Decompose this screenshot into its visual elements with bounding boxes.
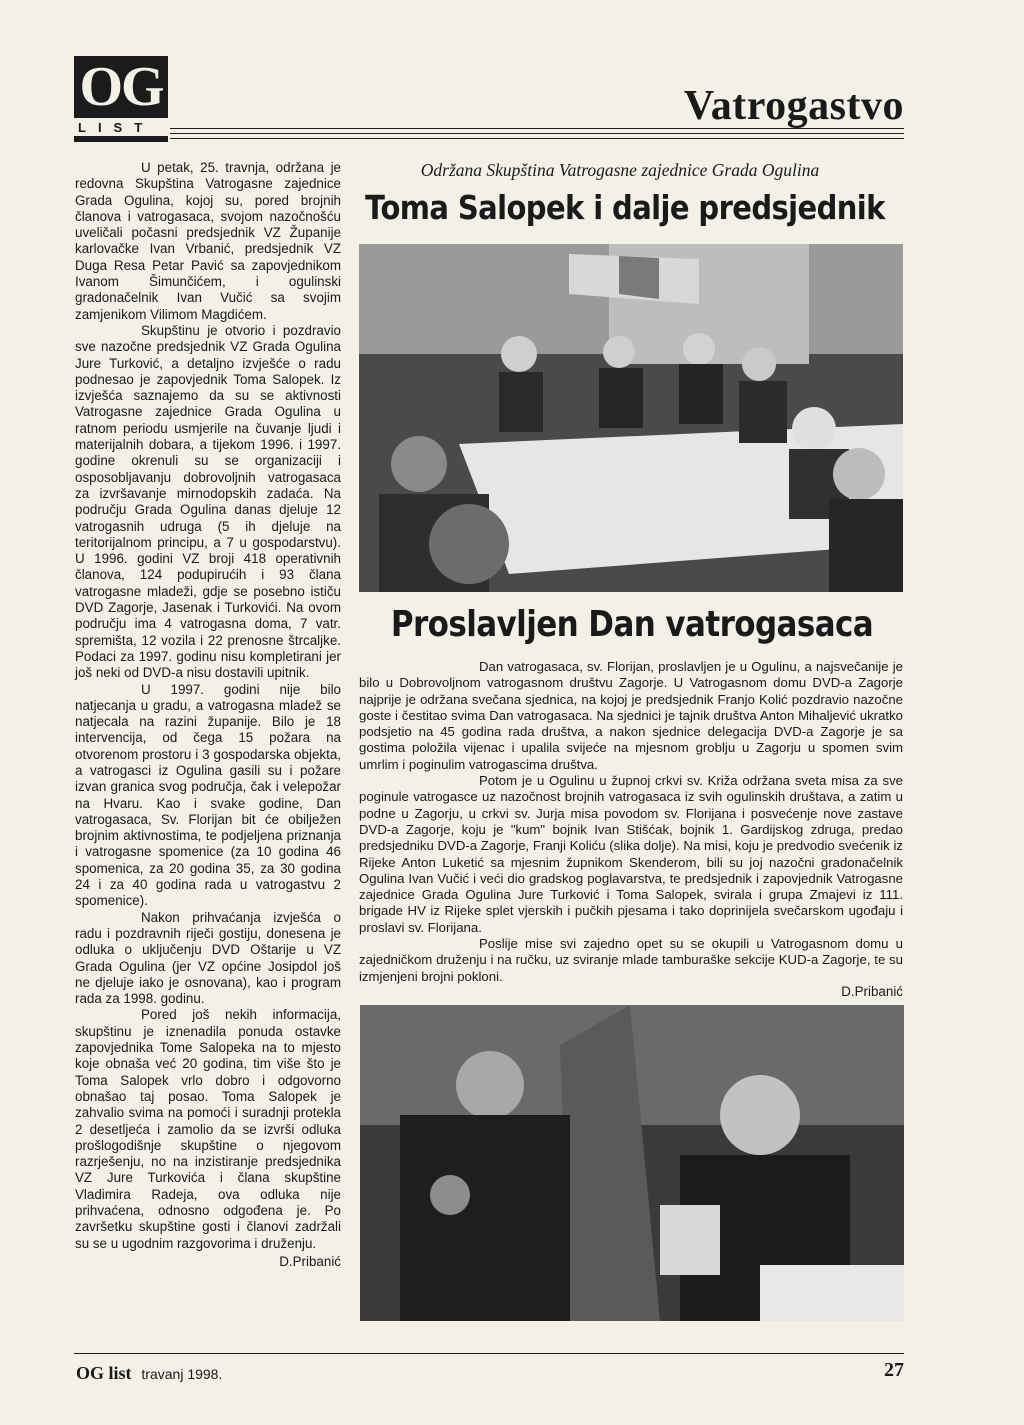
header-rule	[170, 138, 904, 139]
article2-paragraph: Poslije mise svi zajedno opet su se okupili u Vatrogasnom domu u zajedničkom druženju i na ručku, uz sviranje mlade tamburaške sekcije KUD-a Zagorje, te su izmjenjeni brojni pokloni.	[359, 936, 903, 984]
article1-paragraph: Pored još nekih informacija, skupštinu je iznenadila ponuda ostavke zapovjednika Tome Salopeka na to mjesto koje obnaša već 20 godina, tim više što je Toma Salopek vrlo dobro i odgovorno obnašao taj posao. Toma Salopek je zahvalio svima na pomoći i suradnji protekla 2 desetljeća i zamolio da se izvrši odluka prošlogodišnje skupštine o njegovom razrješenju, no na inzistiranje predsjednika VZ Jure Turkovića i člana skupštine Vladimira Radeja, ova odluka nije prihvaćena, odnosno odgođena je. Po završetku skupštine gosti i članovi zadržali su se u ugodnim razgovorima i druženju.	[75, 1007, 341, 1251]
assembly-photo	[359, 244, 903, 592]
article2-signature: D.Pribanić	[841, 983, 903, 999]
logo-subtitle: LIST	[78, 120, 155, 135]
section-title: Vatrogastvo	[683, 83, 904, 129]
footer-issue-date: travanj 1998.	[141, 1366, 223, 1382]
article1-signature: D.Pribanić	[279, 1253, 341, 1269]
article2-paragraph: Dan vatrogasaca, sv. Florijan, proslavljen je u Ogulinu, a najsvečanije je bilo u Dobrovoljnom vatrogasnom društvu Zagorje. U Vatrogasnom domu DVD-a Zagorje najprije je održana svečana sjednica, na kojoj je predsjednik Franjo Kolić pozdravio nazočne goste i čestitao svima Dan vatrogasaca. Na sjednici je tajnik društva Anton Mihaljević ukratko podsjetio na 45 godina rada društva, a nakon sjednice delegacija DVD-a Zagorje je sa gostima položila vijenac i upalila svijeće na mjesnom groblju u Zagorju u spomen svim umrlim i poginulim vatrogascima društva.	[359, 659, 903, 772]
article2-headline: Proslavljen Dan vatrogasaca	[390, 604, 874, 646]
logo-bar	[74, 136, 168, 142]
logo-mark: OG	[74, 56, 168, 118]
article1-paragraph: Nakon prihvaćanja izvješća o radu i pozdravnih riječi gostiju, donesena je odluka o uključenju DVD Oštarije u VZ Grada Ogulina (jer VZ općine Josipdol još ne djeluje iako je osnovana), kao i program rada za 1998. godinu.	[75, 909, 341, 1007]
flag-ceremony-photo	[360, 1005, 904, 1321]
article1-paragraph: U 1997. godini nije bilo natjecanja u gradu, a vatrogasna mladež se natjecala na razini županije. Bilo je 18 intervencija, od čega 15 požara na otvorenom prostoru i 3 gospodarska objekta, a vatrogasci iz Ogulina gasili su i požare izvan granica svog područja, čak i velepožar na Hvaru. Kao i svake godine, Dan vatrogasaca, Sv. Florijan bit će obilježen brojnim aktivnostima, te podjeljena priznanja i vatrogasne spomenice (za 10 godina 46 spomenica, za 20 godina 35, za 30 godina 24 i za 40 godina rada u vatrogastvu 2 spomenice).	[75, 681, 341, 909]
page-number: 27	[884, 1359, 904, 1381]
article1-paragraph: Skupštinu je otvorio i pozdravio sve nazočne predsjednik VZ Grada Ogulina Jure Turković, a detaljno izvješće o radu podnesao je zapovjednik Toma Salopek. Iz izvješća saznajemo da su se aktivnosti Vatrogasne zajednice Grada Ogulina u ratnom periodu usmjerile na čuvanje ljudi i materijalnih dobara, a tijekom 1996. i 1997. godine okrenuli su se organizaciji i osposobljavanju dobrovoljnih vatrogasaca za izvršavanje mirnodopskih zadaća. Na području Grada Ogulina danas djeluje 12 vatrogasnih udruga (5 ih djeluje na teritorijalnom principu, a 7 u gospodarstvu). U 1996. godini VZ broji 418 operativnih članova, 124 podupirućih i 93 člana vatrogasne mladeži, gdje se posebno ističu DVD Zagorje, Jasenak i Turkovići. Na ovom području ima 4 vatrogasna doma, 7 vatr. spremišta, 12 vozila i 22 prenosne štrcaljke. Podaci za 1997. godinu nisu kompletirani jer još neki od DVD-a nisu dostavili upitnik.	[75, 322, 341, 681]
flag-ceremony-photo-image	[360, 1005, 904, 1321]
footer-issue-info	[76, 1363, 222, 1384]
assembly-photo-image	[359, 244, 903, 592]
footer-rule	[74, 1353, 904, 1354]
article1-kicker: Održana Skupština Vatrogasne zajednice Grada Ogulina	[420, 160, 820, 180]
og-list-logo	[74, 56, 170, 142]
footer-brand: OG list	[76, 1363, 132, 1383]
article1-headline: Toma Salopek i dalje predsjednik	[365, 188, 885, 228]
article1-body	[75, 160, 341, 1270]
header-rule	[170, 133, 904, 134]
article2-paragraph: Potom je u Ogulinu u župnoj crkvi sv. Križa održana sveta misa za sve poginule vatrogasce uz nazočnost brojnih vatrogasaca iz svih ogulinskih društava, a zatim u podne u Zagorju, u crkvi sv. Jurja misa povodom sv. Florijana i posvećenje nove zastave DVD-a Zagorje, koju je "kum" bojnik Ivan Stišćak, bojnik 1. Gardijskog zdruga, predao predsjedniku DVD-a Zagorje, Franji Koliću (slika dolje). Na misi, koju je predvodio svećenik iz Rijeke Anton Luketić sa mjesnim župnikom Skenderom, bili su joj nazočni gradonačelnik Ogulina Ivan Vučić i veći dio gradskog poglavarstva, te predsjednik i zapovjednik Vatrogasne zajednice Grada Ogulina Jure Turković i Toma Salopek, svirala i grupa Zmajevi iz 111. brigade HV iz Rijeke splet vjerskih i pučkih pjesama i tako doprinijela svečarskom ugođaju i proslavi sv. Florijana.	[359, 773, 903, 935]
article1-paragraph: U petak, 25. travnja, održana je redovna Skupština Vatrogasne zajednice Grada Ogulina, kojoj su, pored brojnih članova i vatrogasaca, svojom nazočnošću uveličali počasni predsjednik VZ Županije karlovačke Ivan Vrbanić, predsjednik VZ Duga Resa Petar Pavić sa zapovjednikom Ivanom Šimunčićem, i ogulinski gradonačelnik Ivan Vučić sa svojim zamjenikom Vilimom Magdićem.	[75, 160, 341, 322]
article2-body	[359, 659, 903, 1000]
